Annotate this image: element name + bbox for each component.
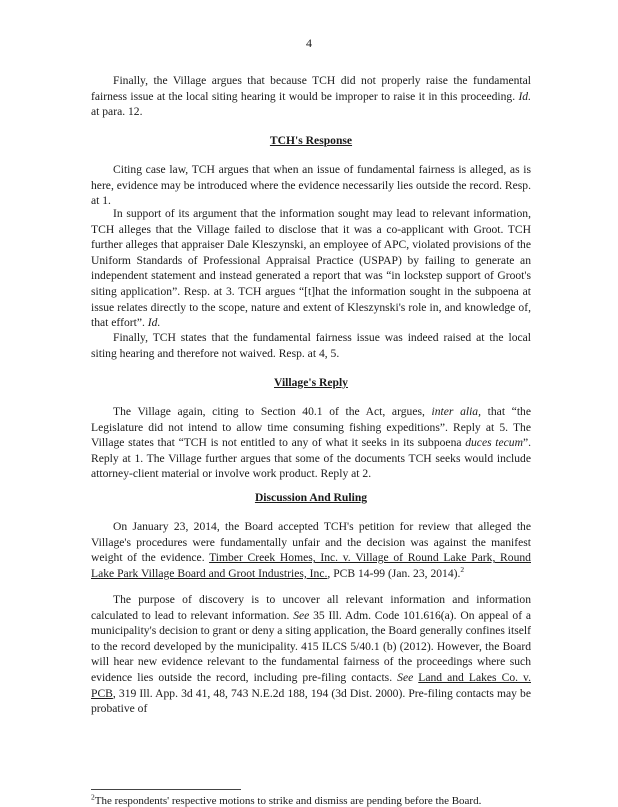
footnote-divider [91, 789, 241, 790]
paragraph-board-accepted: On January 23, 2014, the Board accepted TCH's petition for review that alleged the Village's procedures were fundamentally unfair and the decision was against the manifest weight of the evidence. Timber Creek Homes, Inc. v. Village of Round Lake Park, Round Lake Park Village Board and Groot Industries, Inc., PCB 14-99 (Jan. 23, 2014).$^2$ [91, 520, 531, 580]
paragraph-village-reply: The Village again, citing to Section 40.1 of the Act, argues, inter alia, that “the Legislature did not intend to allow time consuming fishing expeditions”. Reply at 5. The Village states that “TCH is not entitled to any of what it seeks in its subpoena duces tecum”. Reply at 1. The Village further argues that some of the documents TCH seeks would include attorney-client material or involve work product. Reply at 2. [91, 405, 531, 481]
paragraph-tch-allegations: In support of its argument that the information sought may lead to relevant information, TCH alleges that the Village failed to disclose that it was a co-applicant with Groot. TCH further alleges that appraiser Dale Kleszynski, an employee of APC, violated provisions of the Uniform Standards of Professional Appraisal Practice (USPAP) by failing to generate an independent statement and instead generated a report that was “in lockstep support of Groot's siting application”. Resp. at 3. TCH argues “[t]hat the information sought in the subpoena at issue relates directly to the scope, nature and extent of Kleszynski's role in, and knowledge of, that effort”. Id. [91, 207, 531, 330]
page-number: 4 [306, 36, 312, 50]
footnote-ref: 2 [460, 564, 465, 574]
paragraph-discovery-purpose: The purpose of discovery is to uncover all relevant information and information calculated to lead to relevant information. See 35 Ill. Adm. Code 101.616(a). On appeal of a municipality's decision to grant or deny a siting application, the Board generally confines itself to the record developed by the municipality. 415 ILCS 5/40.1 (b) (2012). However, the Board will hear new evidence relevant to the fundamental fairness of the proceedings where such evidence lies outside the record, including pre-filing contacts. See Land and Lakes Co. v. PCB, 319 Ill. App. 3d 41, 48, 743 N.E.2d 188, 194 (3d Dist. 2000). Pre-filing contacts may be probative of [91, 593, 532, 716]
paragraph-village-waiver: Finally, the Village argues that because TCH did not properly raise the fundamental fairness issue at the local siting hearing it would be improper to raise it in this proceeding. Id. at para. 12. [91, 74, 531, 119]
heading-tch-response: TCH's Response [269, 134, 353, 147]
heading-discussion-ruling: Discussion And Ruling [254, 491, 368, 504]
case-citation: Timber Creek Homes, Inc. v. Village of Round Lake Park, Round Lake Park Village Board and Groot Industries, Inc. [91, 551, 531, 580]
paragraph-tch-not-waived: Finally, TCH states that the fundamental fairness issue was indeed raised at the local siting hearing and therefore not waived. Resp. at 4, 5. [91, 331, 531, 360]
heading-village-reply: Village's Reply [274, 376, 348, 389]
case-citation: Land and Lakes Co. v. PCB [91, 670, 531, 700]
paragraph-tch-case-law: Citing case law, TCH argues that when an issue of fundamental fairness is alleged, as is here, evidence may be introduced where the evidence necessarily lies outside the record. Resp. at 1. [91, 163, 531, 208]
id-cite: Id. [518, 89, 531, 103]
footnote: $^2$The respondents' respective motions to strike and dismiss are pending before the Board. [91, 792, 482, 807]
id-cite: Id. [147, 316, 161, 330]
